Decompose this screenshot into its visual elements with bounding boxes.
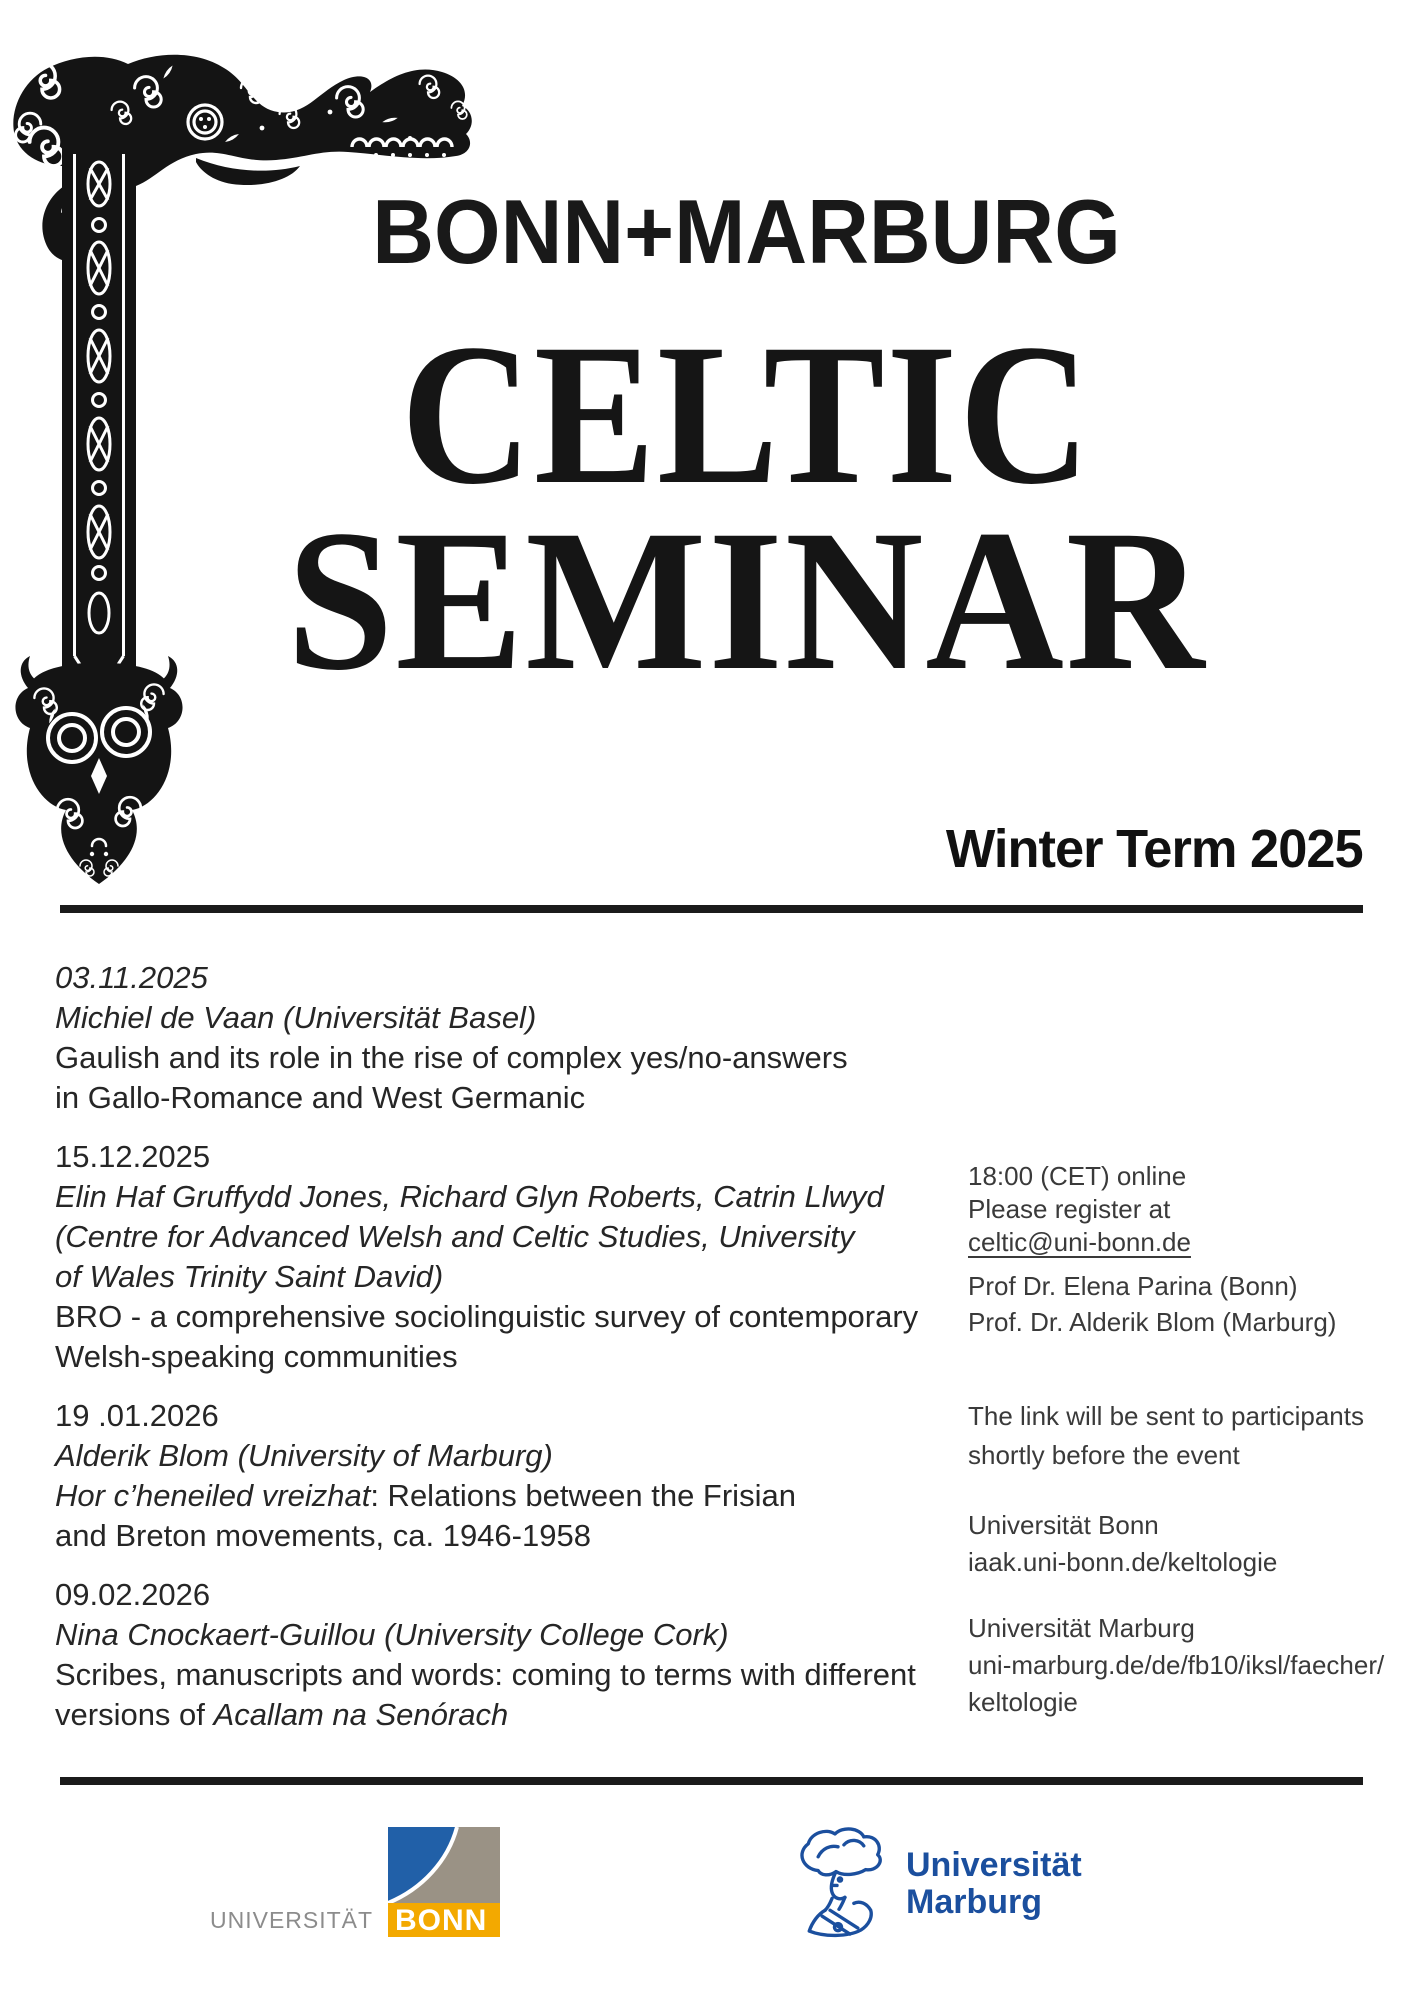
talk-entry-3 bbox=[55, 1396, 955, 1556]
marburg-name: Universität Marburg bbox=[968, 1613, 1195, 1643]
bonn-website-block bbox=[968, 1507, 1398, 1581]
talk-entry-1 bbox=[55, 958, 955, 1118]
talk-speaker: Alderik Blom (University of Marburg) bbox=[55, 1438, 553, 1473]
talk-date: 15.12.2025 bbox=[55, 1139, 211, 1174]
talk-title-line bbox=[55, 1695, 955, 1735]
term-label: Winter Term 2025 bbox=[946, 819, 1363, 879]
talk-date: 09.02.2026 bbox=[55, 1577, 211, 1612]
talk-date: 03.11.2025 bbox=[55, 960, 208, 995]
talk-speaker: of Wales Trinity Saint David) bbox=[55, 1259, 444, 1294]
uni-marburg-wordmark bbox=[906, 1847, 1082, 1921]
talk-title-line: and Breton movements, ca. 1946-1958 bbox=[55, 1518, 591, 1553]
poster-title-line2: SEMINAR bbox=[286, 488, 1207, 712]
marburg-website-block bbox=[968, 1610, 1398, 1721]
talk-title-line: in Gallo-Romance and West Germanic bbox=[55, 1080, 586, 1115]
bottom-divider bbox=[60, 1777, 1363, 1785]
talk-speaker: Michiel de Vaan (Universität Basel) bbox=[55, 1000, 537, 1035]
talk-speaker: Nina Cnockaert-Guillou (University College Cork) bbox=[55, 1617, 729, 1652]
uni-bonn-wordmark: UNIVERSITÄT bbox=[210, 1907, 374, 1933]
talk-title-line: Gaulish and its role in the rise of complex yes/no-answers bbox=[55, 1040, 848, 1075]
marburg-url-line: keltologie bbox=[968, 1687, 1078, 1717]
talk-speaker: Elin Haf Gruffydd Jones, Richard Glyn Roberts, Catrin Llwyd bbox=[55, 1179, 884, 1214]
organizer-marburg: Prof. Dr. Alderik Blom (Marburg) bbox=[968, 1307, 1337, 1337]
talk-title-line: BRO - a comprehensive sociolinguistic survey of contemporary bbox=[55, 1299, 919, 1334]
uni-bonn-logo-icon bbox=[388, 1827, 500, 1937]
uni-marburg-wordmark-line1: Universität bbox=[906, 1846, 1082, 1884]
poster-title-line1: CELTIC bbox=[400, 302, 1093, 526]
registration-email-link[interactable]: celtic@uni-bonn.de bbox=[968, 1227, 1191, 1257]
talk-date: 19 .01.2026 bbox=[55, 1398, 219, 1433]
organizers-block bbox=[968, 1268, 1398, 1340]
talks-list bbox=[55, 958, 955, 1754]
session-time: 18:00 (CET) online bbox=[968, 1161, 1187, 1191]
register-label: Please register at bbox=[968, 1194, 1171, 1224]
link-note-line: The link will be sent to participants bbox=[968, 1401, 1364, 1431]
talk-title-italic: Hor c’heneiled vreizhat bbox=[55, 1478, 371, 1513]
uni-marburg-logo bbox=[788, 1823, 1128, 1941]
session-info-block bbox=[968, 1160, 1398, 1259]
organizer-bonn: Prof Dr. Elena Parina (Bonn) bbox=[968, 1271, 1298, 1301]
talk-title-rest: : Relations between the Frisian bbox=[370, 1478, 796, 1513]
uni-bonn-box-label: BONN bbox=[395, 1904, 488, 1937]
talk-title-italic: Acallam na Senórach bbox=[213, 1697, 509, 1732]
talk-title-rest: versions of bbox=[55, 1697, 214, 1732]
link-note-line: shortly before the event bbox=[968, 1440, 1240, 1470]
top-divider bbox=[60, 905, 1363, 913]
uni-marburg-figure-icon bbox=[788, 1825, 888, 1939]
talk-entry-4 bbox=[55, 1575, 955, 1735]
talk-title-line bbox=[55, 1476, 955, 1516]
uni-bonn-logo bbox=[210, 1827, 510, 1939]
uni-marburg-wordmark-line2: Marburg bbox=[906, 1883, 1042, 1921]
bonn-url: iaak.uni-bonn.de/keltologie bbox=[968, 1547, 1278, 1577]
poster-supertitle: BONN+MARBURG bbox=[372, 182, 1121, 283]
talk-entry-2 bbox=[55, 1137, 955, 1377]
talk-title-line: Scribes, manuscripts and words: coming to terms with different bbox=[55, 1657, 916, 1692]
talk-title-line: Welsh-speaking communities bbox=[55, 1339, 458, 1374]
link-note-block bbox=[968, 1397, 1398, 1475]
marburg-url-line: uni-marburg.de/de/fb10/iksl/faecher/ bbox=[968, 1650, 1385, 1680]
bonn-name: Universität Bonn bbox=[968, 1510, 1159, 1540]
talk-speaker: (Centre for Advanced Welsh and Celtic Studies, University bbox=[55, 1219, 855, 1254]
